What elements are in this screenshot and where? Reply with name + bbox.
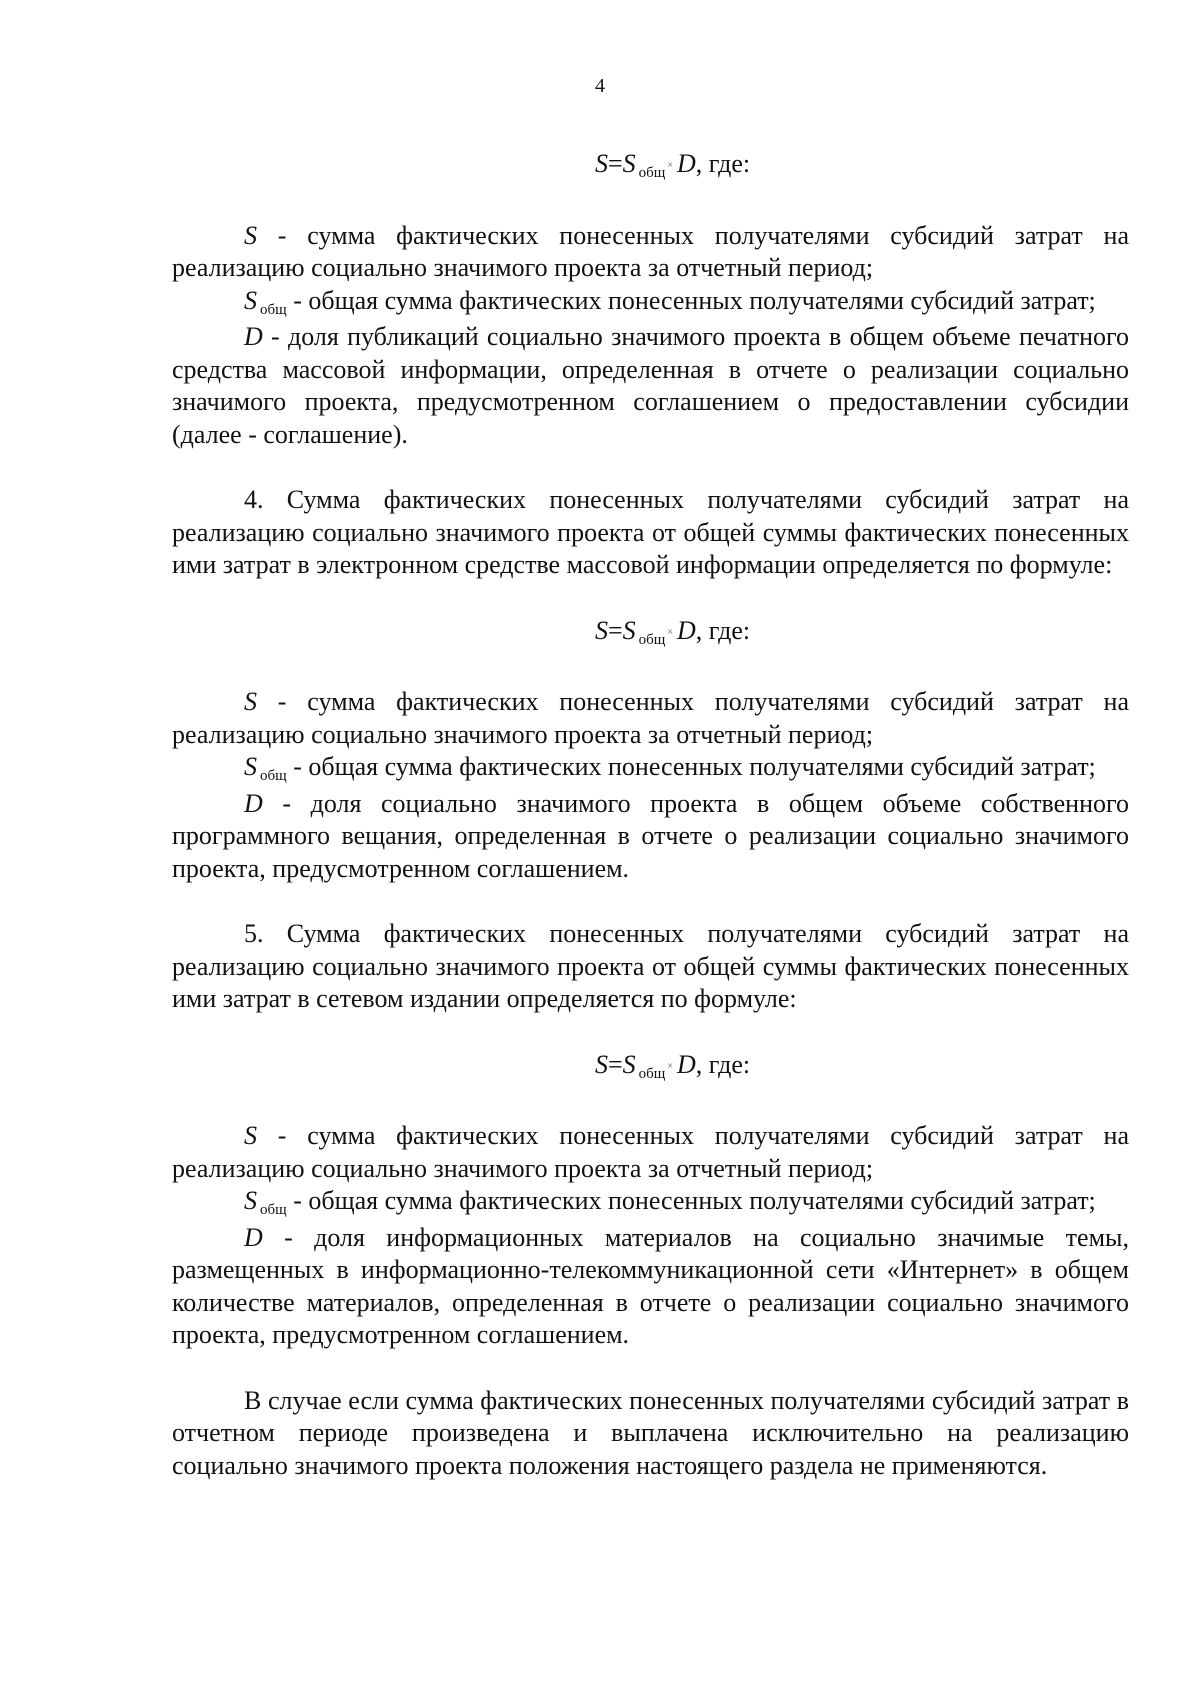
formula-mult-var: D — [677, 615, 696, 645]
definition-var: D — [244, 322, 263, 351]
formula-mult-var: D — [677, 149, 696, 178]
definition-text: - сумма фактических понесенных получателями субсидий затрат на реализацию социально значимого проекта за отчетный период; — [172, 220, 1129, 282]
formula-equals: = — [608, 149, 623, 178]
definition-d — [172, 321, 1129, 451]
formula-multiply-sign: × — [667, 1060, 673, 1072]
formula-rhs-var: S — [622, 615, 636, 645]
definition-var: D — [244, 788, 263, 818]
formula-suffix: , где: — [695, 615, 751, 645]
definition-s — [172, 686, 1129, 751]
definition-subscript: общ — [260, 301, 287, 318]
definition-text: - общая сумма фактических понесенных получателями субсидий затрат; — [286, 752, 1096, 781]
definition-text: - сумма фактических понесенных получателями субсидий затрат на реализацию социально значимого проекта за отчетный период; — [172, 687, 1129, 749]
definition-text: - доля публикаций социально значимого проекта в общем объеме печатного средства массовой информации, определенная в отчете о реализации социально значимого проекта, предусмотренном соглашением о предоставлении субсидии (далее - соглашение). — [172, 322, 1129, 449]
formula-multiply-sign: × — [667, 626, 673, 638]
document-body — [172, 148, 1129, 1482]
formula-rhs-subscript: общ — [638, 1065, 666, 1082]
definition-d — [172, 1222, 1129, 1352]
definition-subscript: общ — [260, 768, 287, 784]
definition-text: - доля социально значимого проекта в общем объеме собственного программного вещания, определенная в отчете о реализации социально значимого проекта, предусмотренном соглашением. — [172, 788, 1129, 883]
definition-var: S — [244, 220, 257, 250]
definition-s-total — [172, 1185, 1129, 1222]
clause-4-paragraph: 4. Сумма фактических понесенных получателями субсидий затрат на реализацию социально значимого проекта от общей суммы фактических понесенных ими затрат в электронном средстве массовой информации определяется по формуле: — [172, 485, 1129, 579]
formula-equals: = — [608, 1049, 623, 1079]
formula-rhs-subscript: общ — [638, 165, 666, 181]
formula-lhs-var: S — [595, 1049, 608, 1079]
definition-text: - общая сумма фактических понесенных получателями субсидий затрат; — [286, 285, 1096, 315]
definition-text: - общая сумма фактических понесенных получателями субсидий затрат; — [286, 1186, 1096, 1215]
definition-s-total — [172, 751, 1129, 788]
formula-suffix: , где: — [695, 1049, 751, 1079]
closing-paragraph: В случае если сумма фактических понесенных получателями субсидий затрат в отчетном периоде произведена и выплачена исключительно на реализацию социально значимого проекта положения настоящего раздела не применяются. — [172, 1385, 1129, 1480]
formula-printed-media — [172, 148, 1129, 187]
formula-suffix: , где: — [695, 149, 751, 178]
definition-var: S — [244, 285, 257, 315]
definition-var: S — [244, 687, 257, 716]
formula-rhs-subscript: общ — [638, 631, 666, 648]
page-number: 4 — [595, 75, 605, 97]
definition-var: S — [244, 752, 257, 781]
formula-online-publication — [172, 1049, 1129, 1088]
formula-lhs-var: S — [595, 615, 608, 645]
formula-rhs-var: S — [622, 1049, 636, 1079]
definition-s-total — [172, 285, 1129, 322]
formula-equals: = — [608, 615, 623, 645]
formula-mult-var: D — [677, 1049, 696, 1079]
definition-subscript: общ — [260, 1202, 287, 1218]
definition-var: S — [244, 1121, 257, 1150]
formula-electronic-media — [172, 615, 1129, 654]
definition-var: S — [244, 1186, 257, 1215]
formula-rhs-var: S — [622, 149, 636, 178]
definition-s — [172, 1120, 1129, 1185]
formula-multiply-sign: × — [667, 160, 673, 171]
definition-var: D — [244, 1222, 263, 1252]
definition-s — [172, 220, 1129, 285]
formula-lhs-var: S — [595, 149, 608, 178]
definition-d — [172, 788, 1129, 886]
definition-text: - доля информационных материалов на социально значимые темы, размещенных в информационно-телекоммуникационной сети «Интернет» в общем количестве материалов, определенная в отчете о реализации социально значимого проекта, предусмотренном соглашением. — [172, 1222, 1129, 1349]
definition-text: - сумма фактических понесенных получателями субсидий затрат на реализацию социально значимого проекта за отчетный период; — [172, 1121, 1129, 1183]
clause-5-paragraph: 5. Сумма фактических понесенных получателями субсидий затрат на реализацию социально значимого проекта от общей суммы фактических понесенных ими затрат в сетевом издании определяется по формуле: — [172, 919, 1129, 1013]
